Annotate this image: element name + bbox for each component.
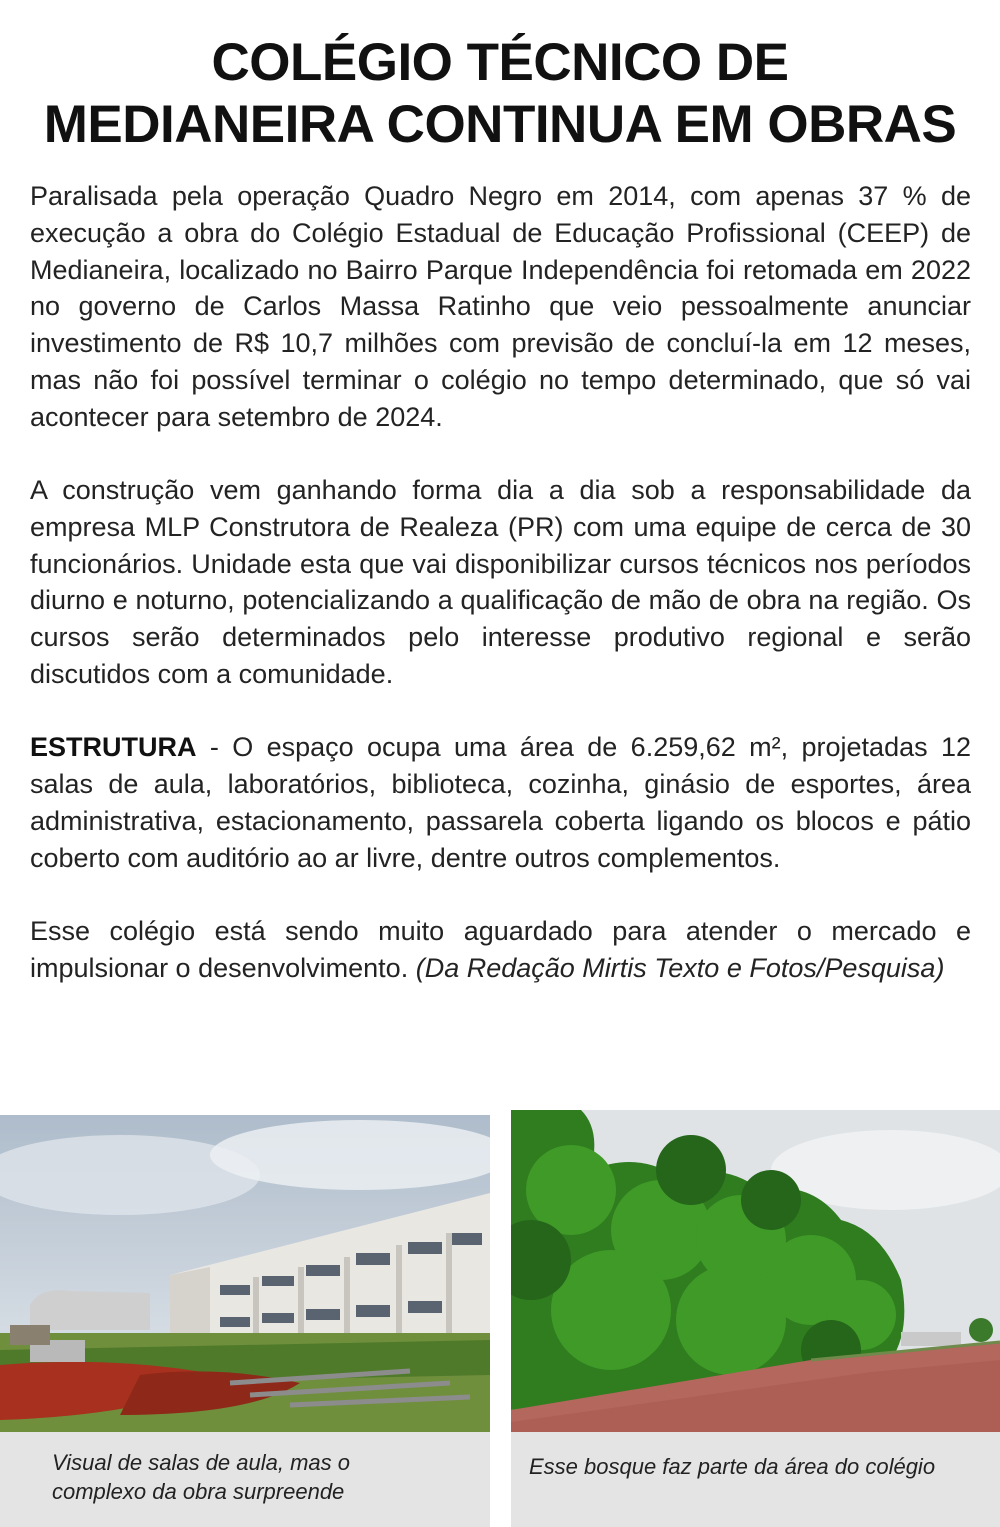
photo-caption-2	[511, 1432, 1000, 1527]
photo-caption-1	[0, 1432, 490, 1527]
paragraph-structure	[30, 729, 971, 876]
article-body	[30, 178, 971, 1023]
headline-line-2: MEDIANEIRA CONTINUA EM OBRAS	[43, 95, 957, 154]
headline	[0, 32, 1000, 156]
structure-label: ESTRUTURA	[30, 732, 197, 763]
caption-1-line-2: complexo da obra surpreende	[52, 1479, 345, 1504]
caption-1-line-1: Visual de salas de aula, mas o	[52, 1450, 350, 1475]
author-credit: (Da Redação Mirtis Texto e Fotos/Pesquisa)	[415, 952, 945, 983]
structure-text: - O espaço ocupa uma área de 6.259,62 m², projetadas 12 salas de aula, laboratórios, biblioteca, cozinha, ginásio de esportes, área administrativa, estacionamento, passarela coberta ligando os blocos e pátio coberto com auditório ao ar livre, dentre outros complementos.	[30, 732, 971, 873]
closing-text: Esse colégio está sendo muito aguardado para atender o mercado e impulsionar o desenvolvimento.	[30, 916, 971, 983]
forest-grove-photo	[511, 1110, 1000, 1432]
caption-2-text: Esse bosque faz parte da área do colégio	[529, 1454, 936, 1479]
construction-site-photo	[0, 1115, 490, 1432]
headline-line-1: COLÉGIO TÉCNICO DE	[211, 33, 789, 92]
paragraph-intro: Paralisada pela operação Quadro Negro em 2014, com apenas 37 % de execução a obra do Colégio Estadual de Educação Profissional (CEEP) de Medianeira, localizado no Bairro Parque Independência foi retomada em 2022 no governo de Carlos Massa Ratinho que veio pessoalmente anunciar investimento de R$ 10,7 milhões com previsão de concluí-la em 12 meses, mas não foi possível terminar o colégio no tempo determinado, que só vai acontecer para setembro de 2024.	[30, 181, 971, 432]
paragraph-closing	[30, 913, 971, 987]
paragraph-construction: A construção vem ganhando forma dia a dia sob a responsabilidade da empresa MLP Construtora de Realeza (PR) com uma equipe de cerca de 30 funcionários. Unidade esta que vai disponibilizar cursos técnicos nos períodos diurno e noturno, potencializando a qualificação de mão de obra na região. Os cursos serão determinados pelo interesse produtivo regional e serão discutidos com a comunidade.	[30, 475, 971, 690]
